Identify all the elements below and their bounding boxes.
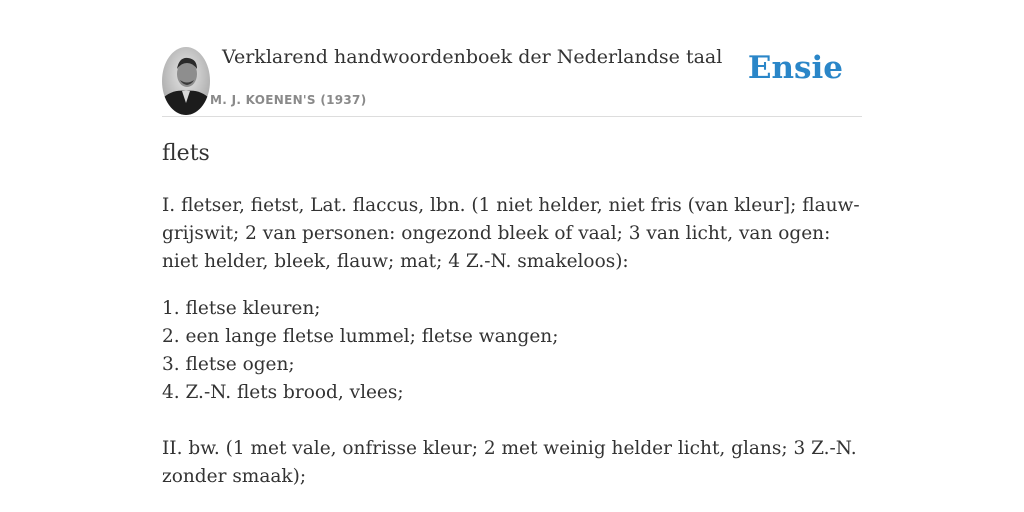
dictionary-header: [162, 46, 862, 117]
example-item: 2. een lange fletse lummel; fletse wangen;: [162, 326, 559, 347]
dictionary-title: Verklarend handwoordenboek der Nederlandse taal: [222, 46, 723, 68]
entry-definition-2: II. bw. (1 met vale, onfrisse kleur; 2 met weinig helder licht, glans; 3 Z.-N. zonder smaak);: [162, 438, 857, 487]
entry-examples: [162, 295, 864, 407]
example-item: 1. fletse kleuren;: [162, 298, 321, 319]
ensie-logo-link[interactable]: Ensie: [747, 50, 843, 86]
entry-headword: flets: [162, 141, 210, 166]
dictionary-author: M. J. KOENEN'S (1937): [210, 93, 367, 107]
example-item: 3. fletse ogen;: [162, 354, 295, 375]
example-item: 4. Z.-N. flets brood, vlees;: [162, 382, 404, 403]
entry-definition-1: I. fletser, fietst, Lat. flaccus, lbn. (1 niet helder, niet fris (van kleur]; flauw-grijswit; 2 van personen: ongezond bleek of vaal; 3 van licht, van ogen: niet helder, bleek, flauw; mat; 4 Z.-N. smakeloos):: [162, 195, 860, 272]
author-portrait-icon: [162, 47, 210, 115]
